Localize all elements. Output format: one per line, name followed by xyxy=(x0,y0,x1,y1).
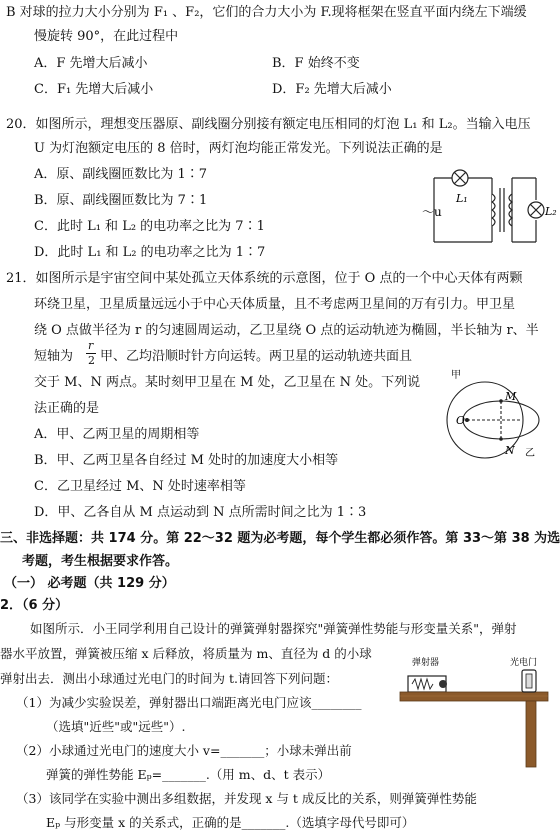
q22-stem-line1: 如图所示．小王同学利用自己设计的弹簧弹射器探究"弹簧弹性势能与形变量关系"，弹射 xyxy=(30,621,517,636)
point-n-label: N xyxy=(505,444,515,457)
q22-part3-line2: Eₚ 与形变量 x 的关系式，正确的是_______.（选填字母代号即可） xyxy=(46,815,415,830)
q20-option-c: C．此时 L₁ 和 L₂ 的电功率之比为 7∶1 xyxy=(34,219,265,234)
q21-stem-line6: 法正确的是 xyxy=(34,401,100,416)
q22-part2-line2: 弹簧的弹性势能 Eₚ=_______.（用 m、d、t 表示） xyxy=(46,767,331,782)
q19-option-a: A．F 先增大后减小 xyxy=(34,56,148,71)
spring-launcher-figure xyxy=(398,652,553,770)
q19-option-c: C．F₁ 先增大后减小 xyxy=(34,82,154,97)
point-o-label: O xyxy=(456,414,466,427)
fraction-numerator: r xyxy=(88,339,94,352)
q21-option-b: B．甲、乙两卫星各自经过 M 处时的加速度大小相等 xyxy=(34,453,339,468)
q19-stem-line2: 慢旋转 90°，在此过程中 xyxy=(34,29,179,44)
source-label: ～u xyxy=(422,205,442,219)
orbit-figure xyxy=(425,368,550,468)
fraction-denominator: 2 xyxy=(88,354,95,367)
q22-part2-line1: （2）小球通过光电门的速度大小 v=_______；小球未弹出前 xyxy=(16,743,352,758)
q20-option-d: D．此时 L₁ 和 L₂ 的电功率之比为 1∶7 xyxy=(34,245,266,260)
q20-option-b: B．原、副线圈匝数比为 7∶1 xyxy=(34,193,208,208)
q20-stem-line2: U 为灯泡额定电压的 8 倍时，两灯泡均能正常发光。下列说法正确的是 xyxy=(34,141,443,156)
q20-stem-line1: 20．如图所示，理想变压器原、副线圈分别接有额定电压相同的灯泡 L₁ 和 L₂。当输入电压 xyxy=(6,117,531,132)
satellite-jia-label: 甲 xyxy=(451,370,461,381)
q21-stem-line4a: 短轴为 xyxy=(34,349,74,364)
q21-option-c: C．乙卫星经过 M、N 处时速率相等 xyxy=(34,479,246,494)
q21-option-d: D．甲、乙各自从 M 点运动到 N 点所需时间之比为 1∶3 xyxy=(34,505,367,520)
q21-stem-line5: 交于 M、N 两点。某时刻甲卫星在 M 处，乙卫星在 N 处。下列说 xyxy=(34,375,421,390)
satellite-yi-label: 乙 xyxy=(525,448,535,459)
section-3-heading-line2: 考题，考生根据要求作答。 xyxy=(22,554,179,569)
q22-part1-line1: （1）为减少实验误差，弹射器出口端距离光电门应该________ xyxy=(16,695,362,710)
lamp-l1-label: L₁ xyxy=(456,192,468,205)
q19-option-d: D．F₂ 先增大后减小 xyxy=(272,82,392,97)
q22-stem-line3: 弹射出去．测出小球通过光电门的时间为 t.请回答下列问题： xyxy=(0,671,338,686)
q21-stem-line1: 21．如图所示是宇宙空间中某处孤立天体系统的示意图，位于 O 点的一个中心天体有两颗 xyxy=(6,271,523,286)
q19-stem-line1: B 对球的拉力大小分别为 F₁ 、F₂，它们的合力大小为 F.现将框架在竖直平面内绕左下端缓 xyxy=(6,5,527,20)
q22-stem-line2: 器水平放置，弹簧被压缩 x 后释放，将质量为 m、直径为 d 的小球 xyxy=(0,646,372,661)
point-m-label: M xyxy=(505,390,517,403)
q22-part1-line2: （选填"近些"或"远些"）. xyxy=(46,719,186,734)
lamp-l2-label: L₂ xyxy=(545,205,557,218)
required-questions-heading: （一） 必考题（共 129 分） xyxy=(4,576,175,591)
q21-stem-line3: 绕 O 点做半径为 r 的匀速圆周运动，乙卫星绕 O 点的运动轨迹为椭圆，半长轴为 r、半 xyxy=(34,323,539,338)
q21-stem-line2: 环绕卫星，卫星质量远远小于中心天体质量，且不考虑两卫星间的万有引力。甲卫星 xyxy=(34,297,516,312)
photogate-label: 光电门 xyxy=(510,658,538,668)
launcher-label: 弹射器 xyxy=(412,658,440,668)
q21-option-a: A．甲、乙两卫星的周期相等 xyxy=(34,427,200,442)
q21-stem-line4b: 甲、乙均沿顺时针方向运转。两卫星的运动轨迹共面且 xyxy=(100,349,413,364)
question-number: 2．（6 分） xyxy=(0,598,69,613)
section-3-heading-line1: 三、非选择题：共 174 分。第 22～32 题为必考题，每个学生都必须作答。第 33～第 38 为选 xyxy=(0,531,560,546)
q20-option-a: A．原、副线圈匝数比为 1∶7 xyxy=(34,167,208,182)
q19-option-b: B．F 始终不变 xyxy=(272,56,360,71)
q22-part3-line1: （3）该同学在实验中测出多组数据，并发现 x 与 t 成反比的关系，则弹簧弹性势能 xyxy=(16,791,477,806)
transformer-circuit-figure xyxy=(420,160,555,260)
